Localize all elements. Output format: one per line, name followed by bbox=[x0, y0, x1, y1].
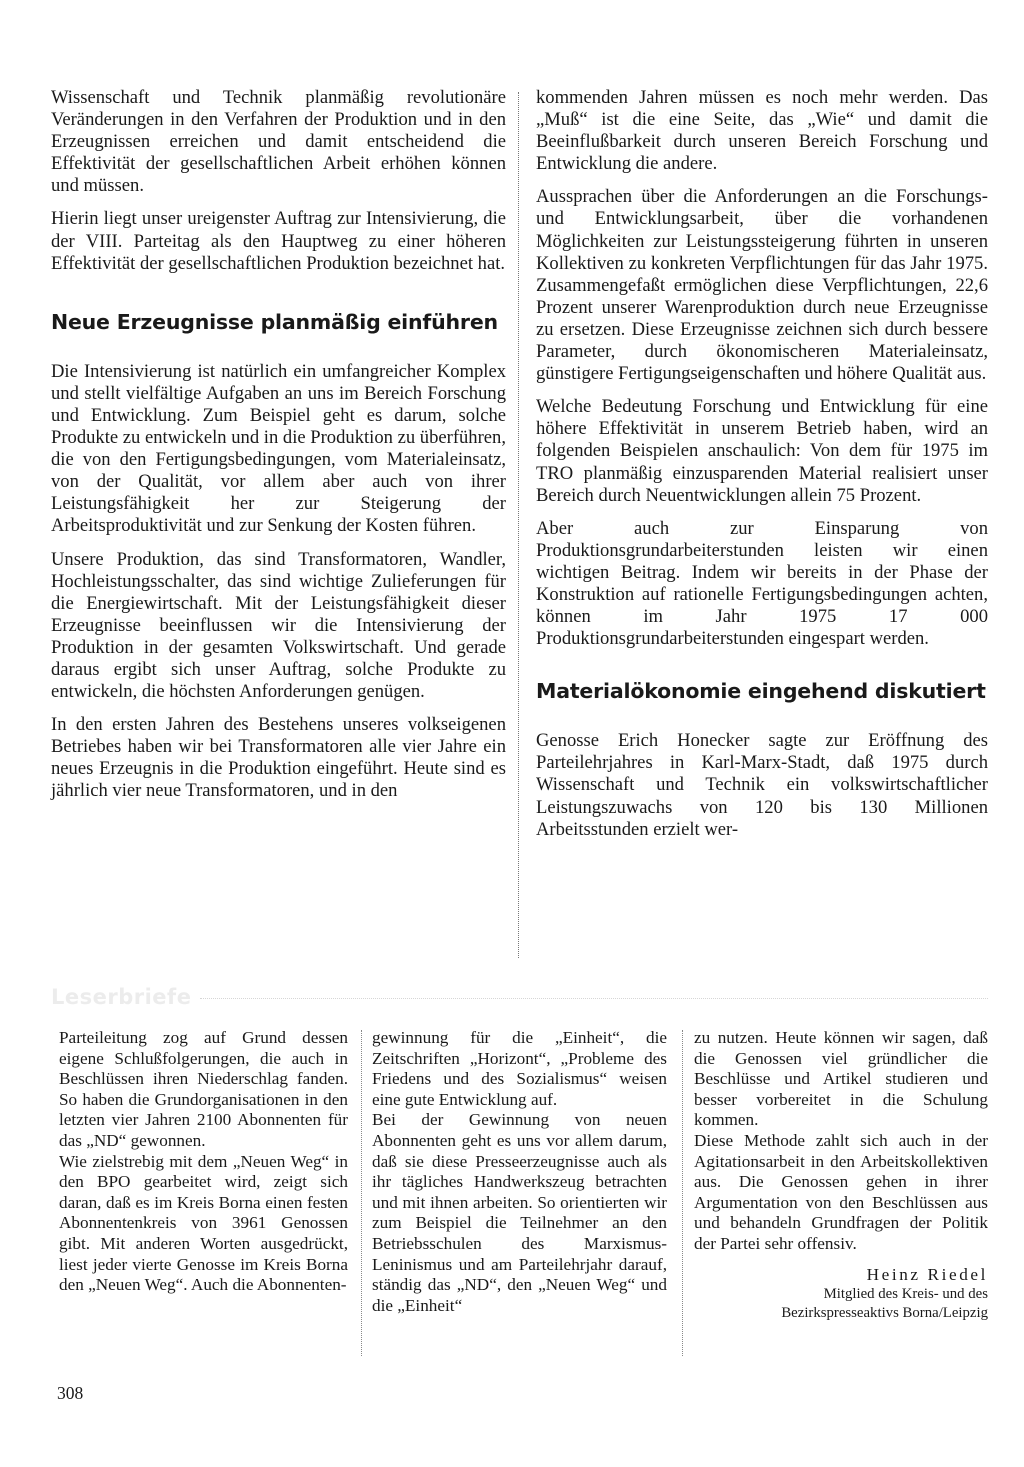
paragraph: Aussprachen über die Anforderungen an die Forschungs- und Entwicklungsarbeit, über die vorhandenen Möglichkeiten zur Leistungssteigerung führten in unseren Kollektiven zu konkreten Verpflichtungen für das Jahr 1975. Zusammengefaßt ermöglichen diese Verpflichtungen, 22,6 Prozent unserer Warenproduktion durch neue Erzeugnisse zu ersetzen. Diese Erzeugnisse zeichnen sich durch bessere Parameter, durch ökonomischeren Materialeinsatz, günstigere Fertigungseigenschaften und höhere Qualität aus. bbox=[536, 186, 988, 385]
letter-column-2 bbox=[372, 1028, 667, 1316]
paragraph: zu nutzen. Heute können wir sagen, daß die Genossen viel gründlicher die Beschlüsse und Artikel studieren und besser vorbereitet in die Schulung kommen. bbox=[694, 1028, 988, 1130]
paragraph: Diese Methode zahlt sich auch in der Agitationsarbeit in den Arbeitskollektiven aus. Die Genossen gehen in ihrer Argumentation von den Beschlüssen aus und behandeln Grundfragen der Politik der Partei sehr offensiv. bbox=[694, 1130, 988, 1253]
paragraph: Bei der Gewinnung von neuen Abonnenten geht es uns vor allem darum, daß sie diese Presseerzeugnisse auch als ihr tägliches Handwerkszeug betrachten und mit ihnen arbeiten. So orientierten wir zum Beispiel die Teilnehmer an den Betriebsschulen des Marxismus-Leninismus und am Parteilehrjahr darauf, ständig das „ND“, den „Neuen Weg“ und die „Einheit“ bbox=[372, 1110, 667, 1315]
article-column-left bbox=[51, 87, 506, 814]
signature-role: Bezirkspresseaktivs Borna/Leipzig bbox=[781, 1305, 988, 1322]
paragraph: gewinnung für die „Einheit“, die Zeitschriften „Horizont“, „Probleme des Friedens und des Sozialismus“ weisen eine gute Entwicklung auf. bbox=[372, 1028, 667, 1109]
letter-column-1 bbox=[59, 1028, 348, 1296]
signature-role: Mitglied des Kreis- und des bbox=[823, 1286, 988, 1303]
paragraph: Aber auch zur Einsparung von Produktionsgrundarbeiterstunden leisten wir einen wichtigen Beitrag. Indem wir bereits in der Phase der Konstruktion auf rationelle Fertigungsbedingungen achten, können im Jahr 1975 17 000 Produktionsgrundarbeiterstunden eingespart werden. bbox=[536, 517, 988, 650]
paragraph: Unsere Produktion, das sind Transformatoren, Wandler, Hochleistungsschalter, das sind wichtige Zulieferungen für die Energiewirtschaft. Mit der Leistungsfähigkeit dieser Erzeugnisse beeinflussen wir die Intensivierung der Produktion in der gesamten Volkswirtschaft. Und gerade daraus ergibt sich unser Auftrag, solche Produkte zu entwickeln, die höchsten Anforderungen genügen. bbox=[51, 548, 506, 703]
paragraph: Welche Bedeutung Forschung und Entwicklung für eine höhere Effektivität in unserem Betrieb haben, wird an folgenden Beispielen anschaulich: Von dem für 1975 im TRO planmäßig einzusparenden Material realisiert unser Bereich durch Neuentwicklungen allein 75 Prozent. bbox=[536, 396, 988, 506]
column-divider bbox=[518, 92, 519, 958]
column-divider bbox=[361, 1030, 362, 1356]
paragraph: kommenden Jahren müssen es noch mehr werden. Das „Muß“ ist die eine Seite, das „Wie“ und damit die Beeinflußbarkeit durch unseren Bereich Forschung und Entwicklung die andere. bbox=[536, 87, 988, 175]
paragraph: In den ersten Jahren des Bestehens unseres volkseigenen Betriebes haben wir bei Transformatoren alle vier Jahre ein neues Erzeugnis in die Produktion eingeführt. Heute sind es jährlich vier neue Transformatoren, und in den bbox=[51, 714, 506, 802]
letter-column-3 bbox=[694, 1028, 988, 1323]
paragraph: Wissenschaft und Technik planmäßig revolutionäre Veränderungen in den Verfahren der Produktion und in den Erzeugnissen erreichen und damit entscheidend die Effektivität der gesellschaftlichen Arbeit erhöhen können und müssen. bbox=[51, 87, 506, 197]
paragraph: Hierin liegt unser ureigenster Auftrag zur Intensivierung, die der VIII. Parteitag als den Hauptweg zu einer höheren Effektivität der gesellschaftlichen Produktion bezeichnet hat. bbox=[51, 208, 506, 274]
section-heading: Materialökonomie eingehend diskutiert bbox=[536, 679, 986, 704]
paragraph: Parteileitung zog auf Grund dessen eigene Schlußfolgerungen, die auch in Beschlüssen ihren Niederschlag fanden. So haben die Grundorganisationen in den letzten vier Jahren 2100 Abonnenten für das „ND“ gewonnen. bbox=[59, 1028, 348, 1150]
signature-name: Heinz Riedel bbox=[866, 1264, 988, 1284]
paragraph: Die Intensivierung ist natürlich ein umfangreicher Komplex und stellt vielfältige Aufgaben an uns im Bereich Forschung und Entwicklung. Zum Beispiel geht es darum, solche Produkte zu entwickeln und in die Produktion zu überführen, die von den Fertigungsbedingungen, vom Materialeinsatz, von der Qualität, vor allem aber auch von ihrer Leistungsfähigkeit her zur Steigerung der Arbeitsproduktivität und zur Senkung der Kosten führen. bbox=[51, 360, 506, 537]
letters-section-label: Leserbriefe bbox=[51, 985, 192, 1009]
page-number: 308 bbox=[57, 1383, 84, 1403]
article-column-right bbox=[536, 87, 988, 852]
letters-section-rule bbox=[200, 998, 988, 999]
paragraph: Genosse Erich Honecker sagte zur Eröffnung des Parteilehrjahres in Karl-Marx-Stadt, daß 1975 durch Wissenschaft und Technik ein volkswirtschaftlicher Leistungszuwachs von 120 bis 130 Millionen Arbeitsstunden erzielt wer- bbox=[536, 730, 988, 840]
paragraph: Wie zielstrebig mit dem „Neuen Weg“ in den BPO gearbeitet wird, zeigt sich daran, daß es im Kreis Borna einen festen Abonnentenkreis von 3961 Genossen gibt. Mit anderen Worten ausgedrückt, liest jeder vierte Genosse im Kreis Borna den „Neuen Weg“. Auch die Abonnenten- bbox=[59, 1151, 348, 1295]
section-heading: Neue Erzeugnisse planmäßig einführen bbox=[51, 309, 498, 334]
column-divider bbox=[682, 1030, 683, 1356]
